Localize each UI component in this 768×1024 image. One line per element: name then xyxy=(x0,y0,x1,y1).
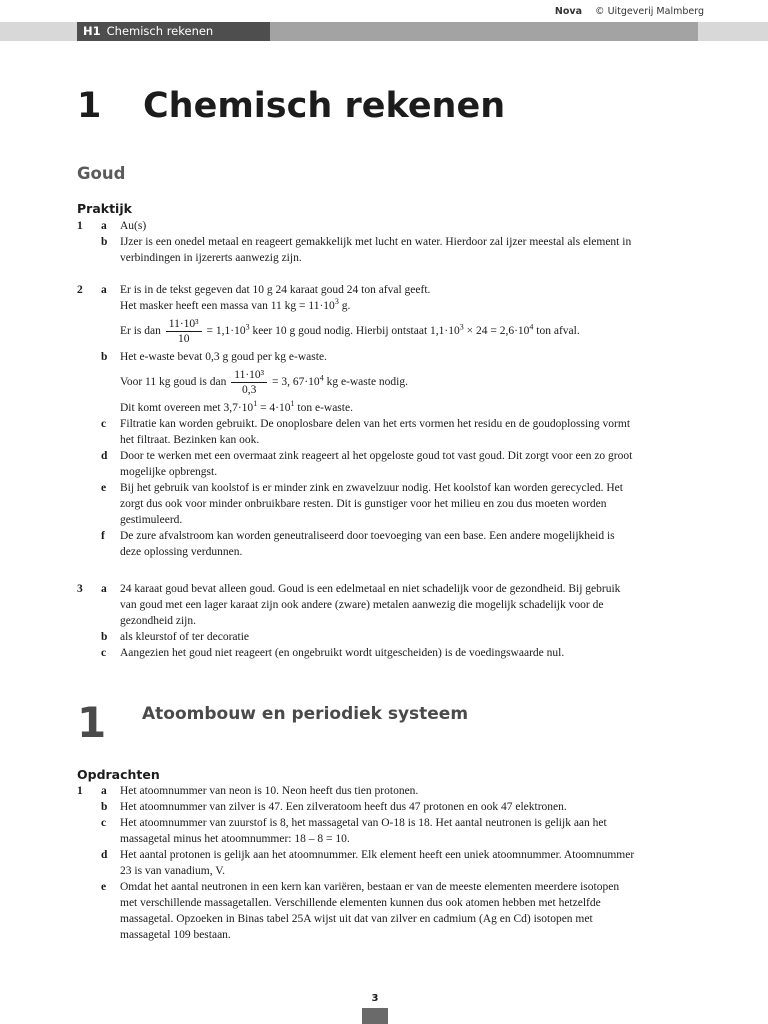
answer-1c xyxy=(77,815,637,847)
answer-2b xyxy=(77,349,637,416)
equation-line: Er is dan $\frac{\text{11·10³}}{10}$ = $1,1\cdot 10^3$ keer 10 g goud nodig. Hierbij ontstaat $1,1\cdot 10^3 \times 24 = 2,6\cdot 10^4$ ton afval. xyxy=(120,318,580,345)
running-header xyxy=(545,6,704,17)
answer-2f xyxy=(77,528,637,560)
answer-line: Het masker heeft een massa van 11 kg = $11\cdot 10^3$ g. xyxy=(120,297,351,312)
answer-2e xyxy=(77,480,637,528)
section-title-atoombouw: Atoombouw en periodiek systeem xyxy=(142,704,469,724)
answer-text: Omdat het aantal neutronen in een kern kan variëren, bestaan er van de meeste elementen meerdere isotopen met verschillende massagetallen. Verschillende elementen kunnen dus ook atomen hebben met hetzelfde massagetal. Opzoeken in Binas tabel 25A wijst uit dat van zilver en cadmium (Ag en Cd) isotopen met massagetal 109 bestaan. xyxy=(120,881,620,941)
question-number: 3 xyxy=(77,583,83,595)
answer-label: b xyxy=(101,801,108,813)
answer-text: Bij het gebruik van koolstof is er minder zink en zwavelzuur nodig. Het koolstof kan worden gerecycled. Het zorgt dus ook voor minder onbruikbare resten. Dit is gunstiger voor het milieu en zou dus moeten worden gestimuleerd. xyxy=(120,482,623,526)
fraction: $\frac{\text{11·10³}}{10}$ xyxy=(166,317,202,346)
answer-label: c xyxy=(101,817,107,829)
chapter-number: 1 xyxy=(77,86,102,126)
answer-text: Het atoomnummer van neon is 10. Neon heeft dus tien protonen. xyxy=(120,785,419,797)
fraction: $\frac{\text{11·10³}}{0,3}$ xyxy=(231,368,267,397)
subsection-opdrachten: Opdrachten xyxy=(77,767,160,782)
question-2-goud xyxy=(77,282,637,560)
answer-text: Filtratie kan worden gebruikt. De onoplosbare delen van het erts vormen het residu en de goudoplossing vormt het filtraat. Bezinken kan ook. xyxy=(120,418,631,446)
answer-text: Aangezien het goud niet reageert (en ongebruikt wordt uitgescheiden) is de voedingswaarde nul. xyxy=(120,647,565,659)
answer-3c xyxy=(77,645,637,661)
page-tab xyxy=(362,1008,388,1024)
answer-text: Het atoomnummer van zilver is 47. Een zilveratoom heeft dus 47 protonen en ook 47 elektronen. xyxy=(120,801,567,813)
question-number: 1 xyxy=(77,785,83,797)
answer-2a xyxy=(77,282,637,346)
chapter-tab-title: Chemisch rekenen xyxy=(106,24,214,38)
section-number: 1 xyxy=(77,698,107,747)
answer-line: Het e-waste bevat 0,3 g goud per kg e-waste. xyxy=(120,351,327,363)
page-title xyxy=(77,86,505,126)
brand-label: Nova xyxy=(554,6,583,17)
publisher-label: © Uitgeverij Malmberg xyxy=(595,6,704,17)
equation-line: Voor 11 kg goud is dan $\frac{\text{11·10³}}{0,3}$ = 3, $67\cdot 10^4$ kg e-waste nodig. xyxy=(120,369,409,396)
answer-label: d xyxy=(101,450,108,462)
question-number: 2 xyxy=(77,284,83,296)
answer-3a xyxy=(77,581,637,629)
answer-1a xyxy=(77,783,637,799)
answer-label: a xyxy=(101,284,107,296)
answer-label: e xyxy=(101,482,107,494)
answer-label: b xyxy=(101,631,108,643)
chapter-code: H1 xyxy=(83,24,101,38)
answer-label: c xyxy=(101,418,107,430)
answer-text: als kleurstof of ter decoratie xyxy=(120,631,249,643)
answer-2c xyxy=(77,416,637,448)
answer-1b xyxy=(77,234,637,266)
answer-label: f xyxy=(101,530,105,542)
answer-2d xyxy=(77,448,637,480)
answer-label: a xyxy=(101,785,107,797)
answer-text: IJzer is een onedel metaal en reageert gemakkelijk met lucht en water. Hierdoor zal ijzer meestal als element in verbindingen in ijzererts aanwezig zijn. xyxy=(120,236,632,264)
question-3-goud xyxy=(77,581,637,661)
page-number: 3 xyxy=(371,993,379,1004)
answer-text: Het aantal protonen is gelijk aan het atoomnummer. Elk element heeft een uniek atoomnummer. Atoomnummer 23 is van vanadium, V. xyxy=(120,849,635,877)
answer-3b xyxy=(77,629,637,645)
answer-text: Door te werken met een overmaat zink reageert al het opgeloste goud tot vast goud. Dit zorgt voor een zo groot mogelijke opbrengst. xyxy=(120,450,633,478)
answer-text: De zure afvalstroom kan worden geneutraliseerd door toevoeging van een base. Een andere mogelijkheid is deze oplossing verdunnen. xyxy=(120,530,615,558)
answer-label: c xyxy=(101,647,107,659)
header-bar-accent xyxy=(270,22,698,41)
answer-label: b xyxy=(101,236,108,248)
answer-1a xyxy=(77,218,637,234)
answer-label: e xyxy=(101,881,107,893)
chapter-title: Chemisch rekenen xyxy=(143,86,506,126)
answer-label: a xyxy=(101,220,107,232)
answer-line: Dit komt overeen met $3,7\cdot 10^1 = 4\cdot 10^1$ ton e-waste. xyxy=(120,399,353,414)
answer-1b xyxy=(77,799,637,815)
answer-label: b xyxy=(101,351,108,363)
answer-text: Het atoomnummer van zuurstof is 8, het massagetal van O-18 is 18. Het aantal neutronen is gelijk aan het massagetal minus het atoomnummer: 18 – 8 = 10. xyxy=(120,817,607,845)
answer-text: 24 karaat goud bevat alleen goud. Goud is een edelmetaal en niet schadelijk voor de gezondheid. Bij gebruik van goud met een lager karaat zijn ook andere (zware) metalen aanwezig die mogelijk schadelijk voor de gezondheid zijn. xyxy=(120,583,621,627)
question-1-atoombouw xyxy=(77,783,637,943)
answer-label: a xyxy=(101,583,107,595)
chapter-tab xyxy=(77,22,270,41)
question-number: 1 xyxy=(77,220,83,232)
question-1-goud xyxy=(77,218,637,266)
answer-1e xyxy=(77,879,637,943)
answer-line: Er is in de tekst gegeven dat 10 g 24 karaat goud 24 ton afval geeft. xyxy=(120,284,431,296)
section-title-goud: Goud xyxy=(77,164,126,183)
answer-text: Au(s) xyxy=(120,220,147,232)
answer-1d xyxy=(77,847,637,879)
subsection-praktijk: Praktijk xyxy=(77,201,132,216)
answer-label: d xyxy=(101,849,108,861)
